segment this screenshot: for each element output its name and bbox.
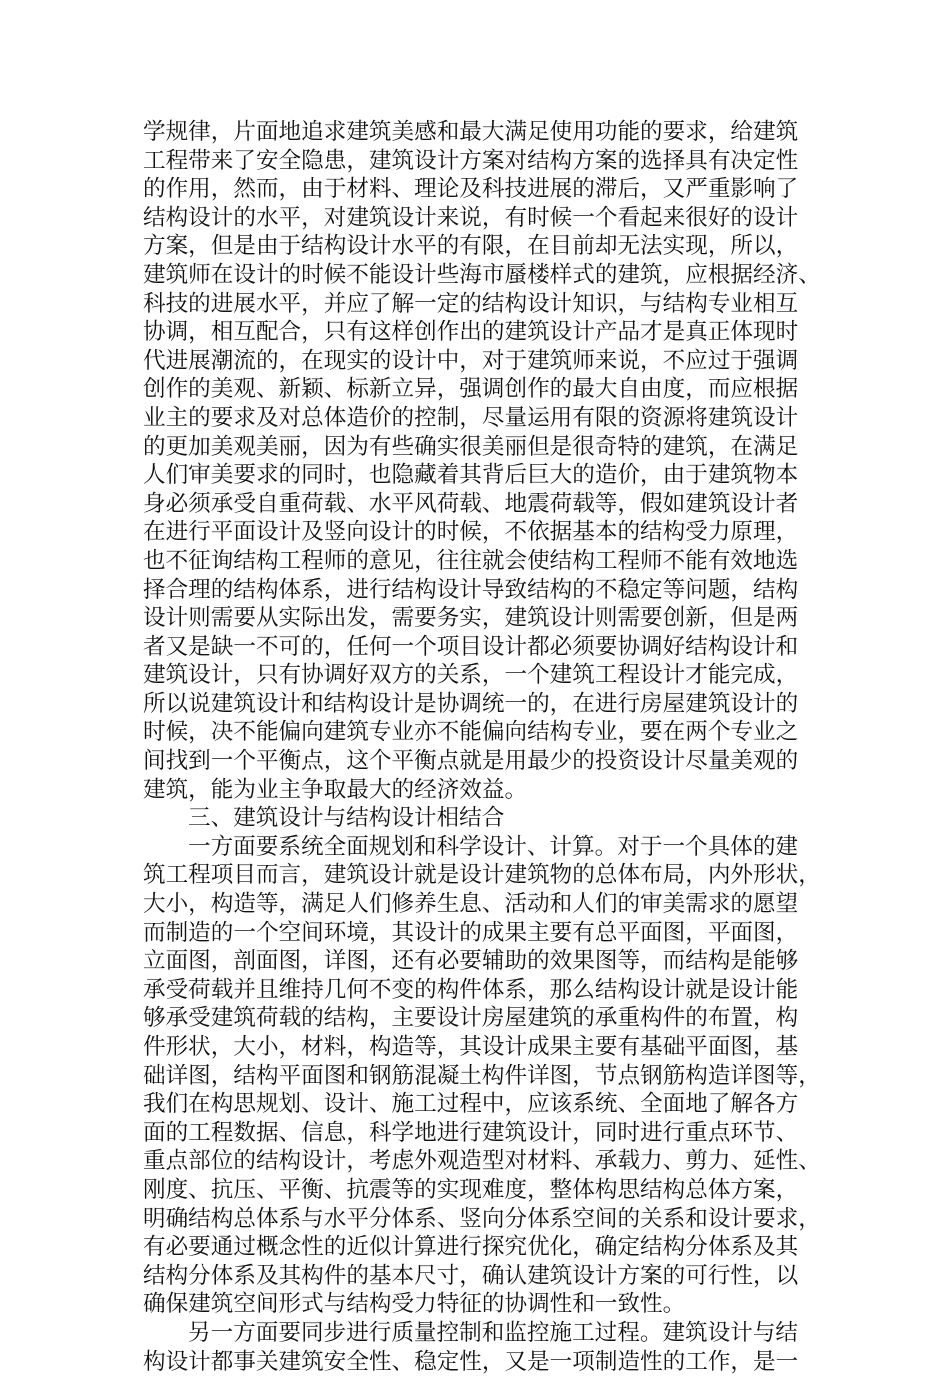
section-heading: 三、建筑设计与结构设计相结合 (188, 805, 505, 832)
text-line: 的作用，然而，由于材料、理论及科技进展的滞后，又严重影响了 (143, 176, 799, 203)
text-line: 人们审美要求的同时，也隐藏着其背后巨大的造价，由于建筑物本 (143, 462, 799, 489)
text-line: 构设计都事关建筑安全性、稳定性，又是一项制造性的工作，是一 (143, 1348, 799, 1375)
text-line: 身必须承受自重荷载、水平风荷载、地震荷载等，假如建筑设计者 (143, 490, 799, 517)
text-line: 设计则需要从实际出发，需要务实，建筑设计则需要创新，但是两 (143, 605, 799, 632)
text-line: 科技的进展水平，并应了解一定的结构设计知识，与结构专业相互 (143, 290, 799, 317)
text-line: 件形状，大小，材料，构造等，其设计成果主要有基础平面图，基 (143, 1034, 799, 1060)
text-line: 学规律，片面地追求建筑美感和最大满足使用功能的要求，给建筑 (143, 119, 799, 145)
text-line: 协调，相互配合，只有这样创作出的建筑设计产品才是真正体现时 (143, 319, 799, 346)
text-line: 重点部位的结构设计，考虑外观造型对材料、承载力、剪力、延性、 (143, 1148, 821, 1175)
text-line: 筑工程项目而言，建筑设计就是设计建筑物的总体布局，内外形状， (143, 862, 821, 889)
text-line: 者又是缺一不可的，任何一个项目设计都必须要协调好结构设计和 (143, 633, 799, 660)
text-line: 也不征询结构工程师的意见，往往就会使结构工程师不能有效地选 (143, 547, 799, 574)
text-line: 面的工程数据、信息，科学地进行建筑设计，同时进行重点环节、 (143, 1119, 799, 1146)
text-line: 建筑师在设计的时候不能设计些海市蜃楼样式的建筑，应根据经济、 (143, 261, 821, 288)
text-line: 刚度、抗压、平衡、抗震等的实现难度，整体构思结构总体方案， (143, 1176, 799, 1203)
text-line: 建筑设计，只有协调好双方的关系，一个建筑工程设计才能完成， (143, 662, 799, 689)
text-line: 所以说建筑设计和结构设计是协调统一的，在进行房屋建筑设计的 (143, 690, 799, 717)
text-line: 结构设计的水平，对建筑设计来说，有时候一个看起来很好的设计 (143, 204, 799, 231)
text-line: 而制造的一个空间环境，其设计的成果主要有总平面图，平面图， (143, 919, 799, 946)
text-line: 一方面要系统全面规划和科学设计、计算。对于一个具体的建 (188, 833, 799, 860)
text-line: 时候，决不能偏向建筑专业亦不能偏向结构专业，要在两个专业之 (143, 719, 799, 746)
text-line: 我们在构思规划、设计、施工过程中，应该系统、全面地了解各方 (143, 1091, 799, 1118)
text-line: 在进行平面设计及竖向设计的时候，不依据基本的结构受力原理， (143, 519, 799, 546)
text-line: 工程带来了安全隐患，建筑设计方案对结构方案的选择具有决定性 (143, 147, 799, 174)
text-line: 创作的美观、新颖、标新立异，强调创作的最大自由度，而应根据 (143, 376, 799, 403)
text-line: 业主的要求及对总体造价的控制，尽量运用有限的资源将建筑设计 (143, 404, 799, 431)
text-line: 有必要通过概念性的近似计算进行探究优化，确定结构分体系及其 (143, 1234, 799, 1261)
text-line: 结构分体系及其构件的基本尺寸，确认建筑设计方案的可行性，以 (143, 1262, 799, 1289)
text-line: 代进展潮流的，在现实的设计中，对于建筑师来说，不应过于强调 (143, 347, 799, 374)
text-line: 间找到一个平衡点，这个平衡点就是用最少的投资设计尽量美观的 (143, 748, 799, 775)
text-line: 够承受建筑荷载的结构，主要设计房屋建筑的承重构件的布置，构 (143, 1005, 799, 1032)
text-line: 的更加美观美丽，因为有些确实很美丽但是很奇特的建筑，在满足 (143, 433, 799, 460)
text-line: 建筑，能为业主争取最大的经济效益。 (143, 776, 528, 803)
text-line: 方案，但是由于结构设计水平的有限，在目前却无法实现，所以， (143, 233, 799, 260)
text-line: 础详图，结构平面图和钢筋混凝土构件详图，节点钢筋构造详图等， (143, 1062, 821, 1089)
text-line: 明确结构总体系与水平分体系、竖向分体系空间的关系和设计要求， (143, 1205, 821, 1232)
text-line: 承受荷载并且维持几何不变的构件体系，那么结构设计就是设计能 (143, 976, 799, 1003)
text-line: 立面图，剖面图，详图，还有必要辅助的效果图等，而结构是能够 (143, 948, 799, 975)
text-line: 确保建筑空间形式与结构受力特征的协调性和一致性。 (143, 1291, 686, 1318)
text-line: 另一方面要同步进行质量控制和监控施工过程。建筑设计与结 (188, 1319, 799, 1346)
body-text (143, 118, 821, 1376)
text-line: 大小，构造等，满足人们修养生息、活动和人们的审美需求的愿望 (143, 891, 799, 918)
text-line: 择合理的结构体系，进行结构设计导致结构的不稳定等问题，结构 (143, 576, 799, 603)
